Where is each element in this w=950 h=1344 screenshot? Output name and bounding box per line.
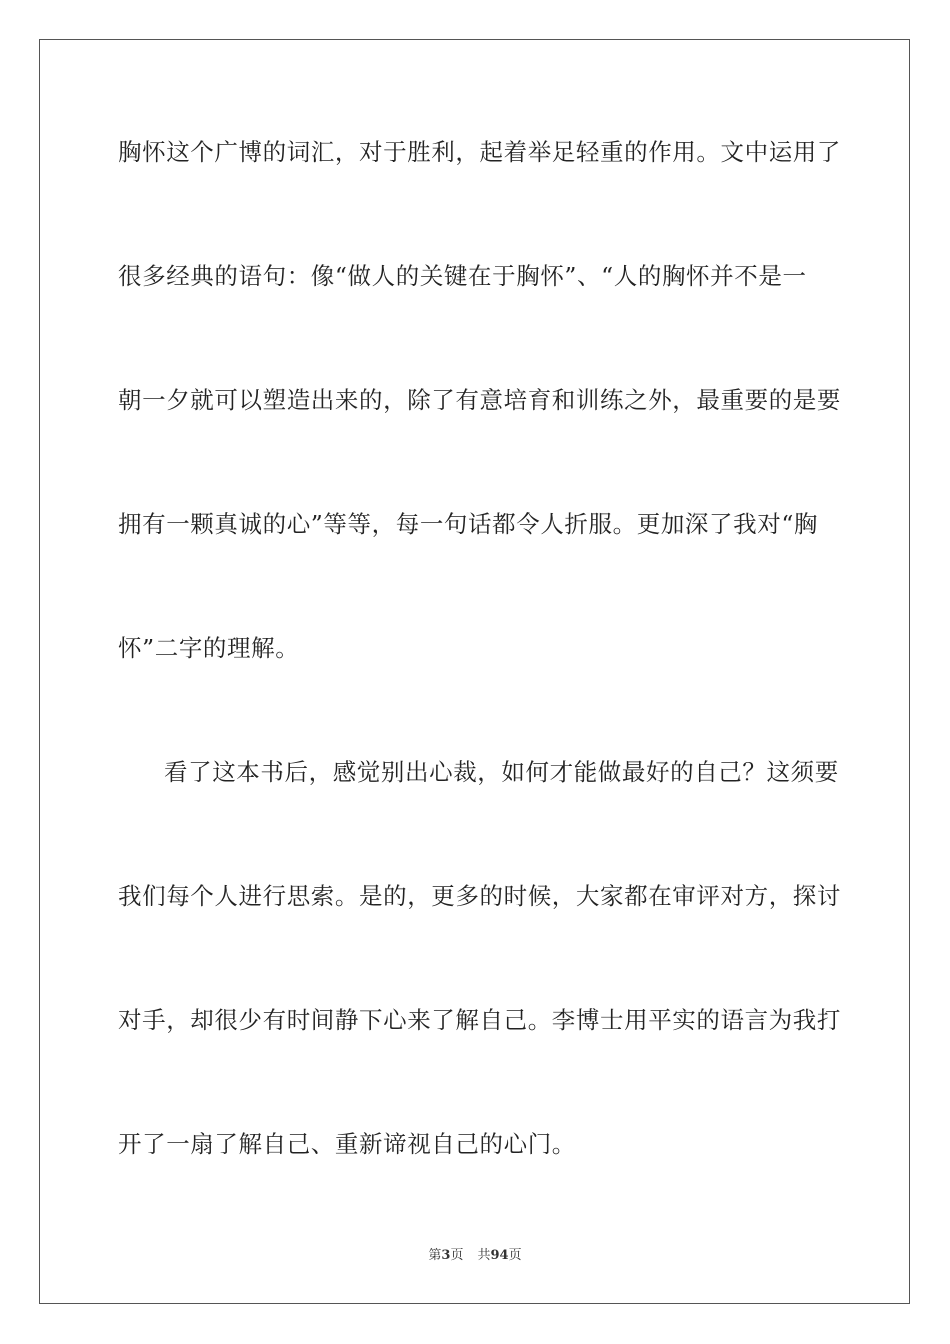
text-line: 胸怀这个广博的词汇，对于胜利，起着举足轻重的作用。文中运用了 <box>118 138 841 166</box>
text-line: 我们每个人进行思索。是的，更多的时候，大家都在审评对方，探讨 <box>118 882 841 910</box>
text-line: 怀”二字的理解。 <box>118 634 300 662</box>
page-suffix: 页 <box>450 1248 464 1263</box>
text-line: 对手，却很少有时间静下心来了解自己。李博士用平实的语言为我打 <box>118 1006 841 1034</box>
total-prefix: 共 <box>477 1248 491 1263</box>
page-footer <box>0 1247 950 1265</box>
page-prefix: 第 <box>428 1248 442 1263</box>
total-suffix: 页 <box>508 1248 522 1263</box>
paragraph-first-line: 看了这本书后，感觉别出心裁，如何才能做最好的自己？这须要 <box>164 758 839 786</box>
page-frame <box>39 39 910 1304</box>
total-pages: 94 <box>490 1248 509 1263</box>
text-line: 朝一夕就可以塑造出来的，除了有意培育和训练之外，最重要的是要 <box>118 386 841 414</box>
page-number: 3 <box>441 1248 451 1263</box>
text-line: 很多经典的语句：像“做人的关键在于胸怀”、“人的胸怀并不是一 <box>118 262 807 290</box>
text-line: 拥有一颗真诚的心”等等，每一句话都令人折服。更加深了我对“胸 <box>118 510 819 538</box>
text-line: 开了一扇了解自己、重新谛视自己的心门。 <box>118 1130 576 1158</box>
